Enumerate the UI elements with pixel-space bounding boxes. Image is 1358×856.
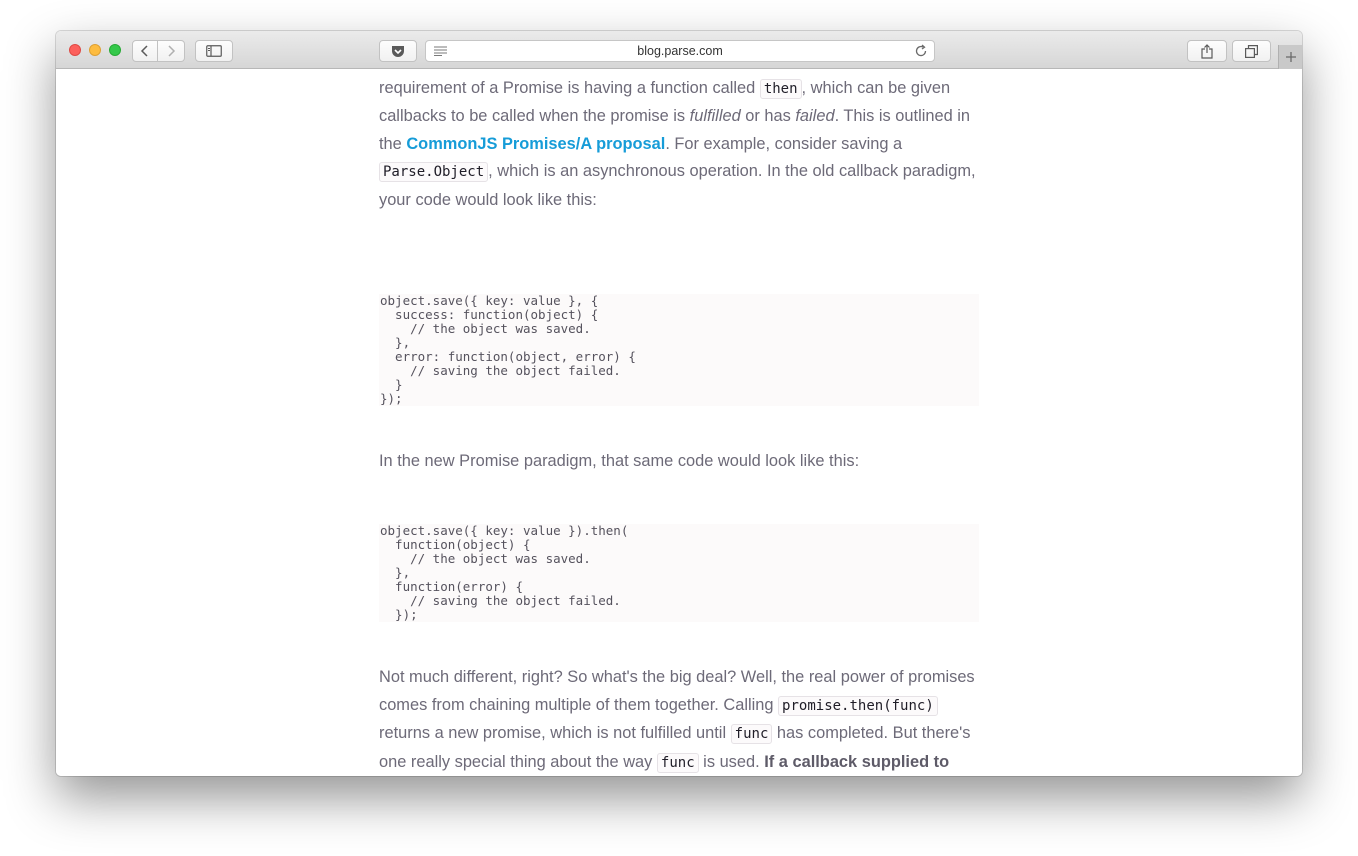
browser-toolbar xyxy=(56,31,1302,69)
inline-code: func xyxy=(657,753,699,773)
plus-icon xyxy=(1285,51,1297,63)
navigation-buttons xyxy=(132,40,185,62)
commonjs-promises-link[interactable]: CommonJS Promises/A proposal xyxy=(406,134,666,153)
chevron-left-icon xyxy=(140,45,150,57)
zoom-window-button[interactable] xyxy=(109,44,121,56)
promise-code-block: object.save({ key: value }).then( function(object) { // the object was saved. }, function(error) { // saving the object failed. }); xyxy=(379,524,979,622)
emphasis-text: fulfilled xyxy=(689,107,741,125)
share-icon xyxy=(1201,44,1213,59)
back-button[interactable] xyxy=(132,40,158,62)
inline-code: Parse.Object xyxy=(379,162,488,182)
pocket-icon xyxy=(391,45,405,58)
sidebar-icon xyxy=(206,45,222,57)
reload-icon[interactable] xyxy=(914,44,928,58)
address-bar[interactable] xyxy=(425,40,935,62)
text-span: returns a new promise, which is not fulfilled until xyxy=(379,724,731,742)
inline-code: func xyxy=(731,724,773,744)
url-text: blog.parse.com xyxy=(637,44,723,58)
callback-code-block: object.save({ key: value }, { success: function(object) { // the object was saved. }, error: function(object, error) { // saving the object failed. } }); xyxy=(379,294,979,406)
tabs-icon xyxy=(1245,45,1258,58)
forward-button[interactable] xyxy=(158,40,185,62)
text-span: . For example, consider saving a xyxy=(665,134,903,153)
minimize-window-button[interactable] xyxy=(89,44,101,56)
text-span: , which can be given callbacks to be called when the promise is xyxy=(379,78,951,125)
browser-window xyxy=(56,31,1302,776)
emphasis-text: failed xyxy=(795,107,835,125)
text-span: Not much different, right? So what's the big deal? Well, the real power of promises comes from chaining multiple of them together. Calling xyxy=(379,668,975,714)
pocket-button[interactable] xyxy=(379,40,417,62)
text-span: , which is an asynchronous operation. In the old callback paradigm, your code would look like this: xyxy=(379,162,976,209)
chaining-paragraph xyxy=(379,664,979,776)
sidebar-button[interactable] xyxy=(195,40,233,62)
text-span: has completed. But there's one really special thing about the way xyxy=(379,724,971,771)
text-span: or has xyxy=(740,107,796,125)
inline-code: promise.then(func) xyxy=(778,696,938,716)
close-window-button[interactable] xyxy=(69,44,81,56)
page-content[interactable] xyxy=(56,69,1302,776)
share-button[interactable] xyxy=(1187,40,1227,62)
new-tab-button[interactable] xyxy=(1278,45,1302,69)
text-span: requirement of a Promise is having a function called xyxy=(379,78,756,97)
inline-code: then xyxy=(760,79,802,99)
text-span: is used. xyxy=(698,752,765,771)
tabs-overview-button[interactable] xyxy=(1232,40,1271,62)
promise-intro-paragraph: In the new Promise paradigm, that same code would look like this: xyxy=(379,452,860,470)
text-span: . This is outlined in the xyxy=(379,107,971,153)
chevron-right-icon xyxy=(166,45,176,57)
text-span: If a callback supplied to xyxy=(764,752,950,771)
intro-paragraph xyxy=(379,69,979,214)
